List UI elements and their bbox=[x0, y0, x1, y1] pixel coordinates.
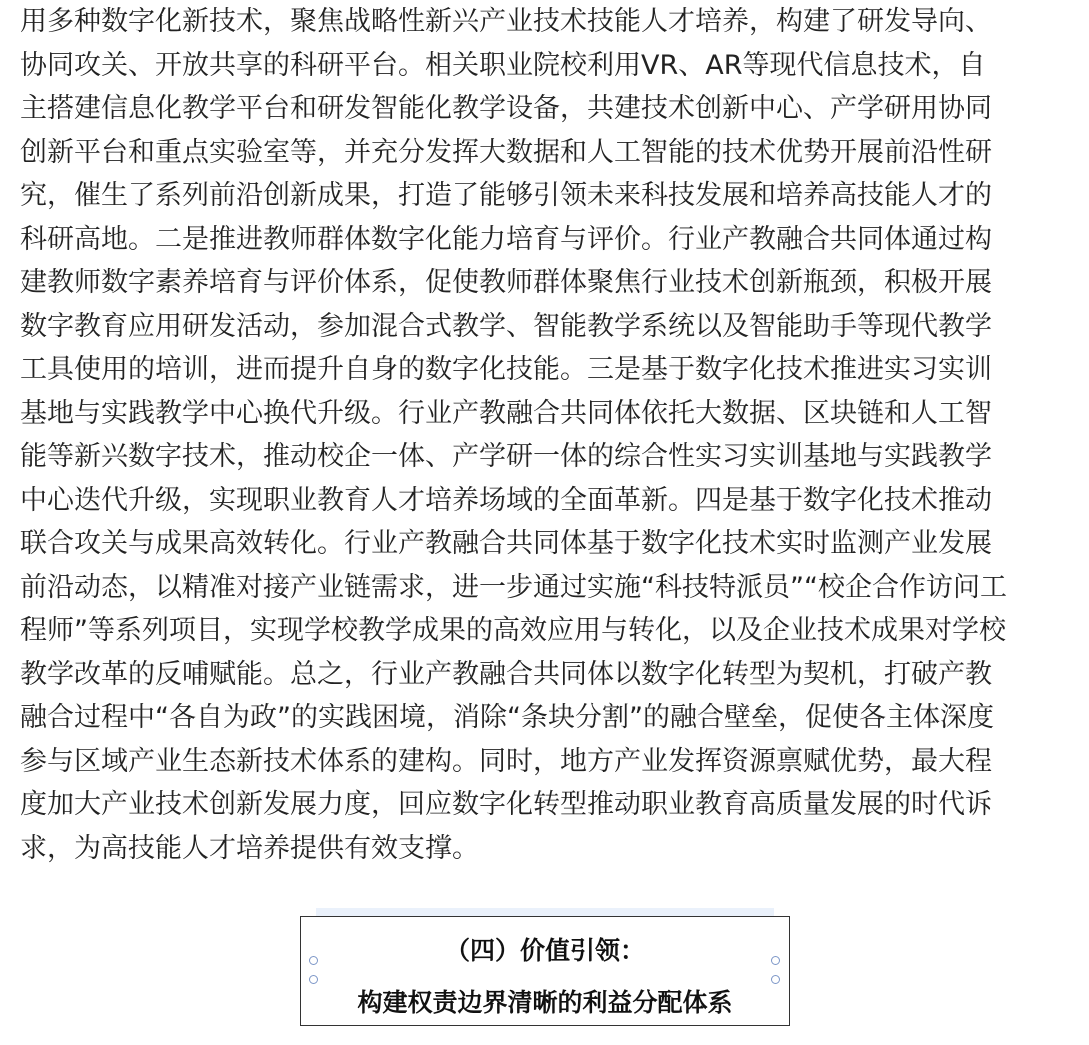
paragraph-line: 工具使用的培训，进而提升自身的数字化技能。三是基于数字化技术推进实习实训 bbox=[20, 354, 992, 385]
ring-ornament-icon bbox=[309, 956, 318, 965]
paragraph-line: 求，为高技能人才培养提供有效支撑。 bbox=[20, 832, 479, 864]
paragraph-line: 究，催生了系列前沿创新成果，打造了能够引领未来科技发展和培养高技能人才的 bbox=[20, 180, 992, 211]
paragraph-line: 程师”等系列项目，实现学校教学成果的高效应用与转化，以及企业技术成果对学校 bbox=[20, 615, 1006, 646]
paragraph-line: 建教师数字素养培育与评价体系，促使教师群体聚焦行业技术创新瓶颈，积极开展 bbox=[20, 267, 992, 298]
paragraph-line: 度加大产业技术创新发展力度，回应数字化转型推动职业教育高质量发展的时代诉 bbox=[20, 789, 992, 820]
paragraph-line: 联合攻关与成果高效转化。行业产教融合共同体基于数字化技术实时监测产业发展 bbox=[20, 528, 992, 559]
paragraph-line: 中心迭代升级，实现职业教育人才培养场域的全面革新。四是基于数字化技术推动 bbox=[20, 484, 992, 516]
paragraph-line: 教学改革的反哺赋能。总之，行业产教融合共同体以数字化转型为契机，打破产教 bbox=[20, 658, 992, 690]
section-heading-line2: 构建权责边界清晰的利益分配体系 bbox=[357, 988, 733, 1017]
paragraph-line: 科研高地。二是推进教师群体数字化能力培育与评价。行业产教融合共同体通过构 bbox=[20, 223, 992, 255]
ring-ornament-icon bbox=[771, 975, 780, 984]
paragraph-line: 参与区域产业生态新技术体系的建构。同时，地方产业发挥资源禀赋优势，最大程 bbox=[20, 745, 992, 777]
paragraph-line: 用多种数字化新技术，聚焦战略性新兴产业技术技能人才培养，构建了研发导向、 bbox=[20, 6, 992, 37]
ring-ornament-icon bbox=[771, 956, 780, 965]
paragraph-line: 主搭建信息化教学平台和研发智能化教学设备，共建技术创新中心、产学研用协同 bbox=[20, 93, 992, 124]
paragraph-line: 前沿动态，以精准对接产业链需求，进一步通过实施“科技特派员”“校企合作访问工 bbox=[20, 571, 1007, 603]
paragraph-line: 基地与实践教学中心换代升级。行业产教融合共同体依托大数据、区块链和人工智 bbox=[20, 397, 992, 429]
ring-ornament-icon bbox=[309, 975, 318, 984]
paragraph-line: 创新平台和重点实验室等，并充分发挥大数据和人工智能的技术优势开展前沿性研 bbox=[20, 136, 992, 168]
article-body bbox=[20, 0, 1072, 870]
section-heading-line1: （四）价值引领： bbox=[444, 936, 645, 965]
paragraph-line: 融合过程中“各自为政”的实践困境，消除“条块分割”的融合壁垒，促使各主体深度 bbox=[20, 702, 994, 733]
section-heading bbox=[300, 908, 790, 1026]
paragraph-line: 能等新兴数字技术，推动校企一体、产学研一体的综合性实习实训基地与实践教学 bbox=[20, 441, 992, 472]
paragraph-line: 协同攻关、开放共享的科研平台。相关职业院校利用VR、AR等现代信息技术，自 bbox=[20, 49, 986, 81]
section-heading-box bbox=[300, 916, 790, 1026]
paragraph-line: 数字教育应用研发活动，参加混合式教学、智能教学系统以及智能助手等现代教学 bbox=[20, 310, 992, 342]
